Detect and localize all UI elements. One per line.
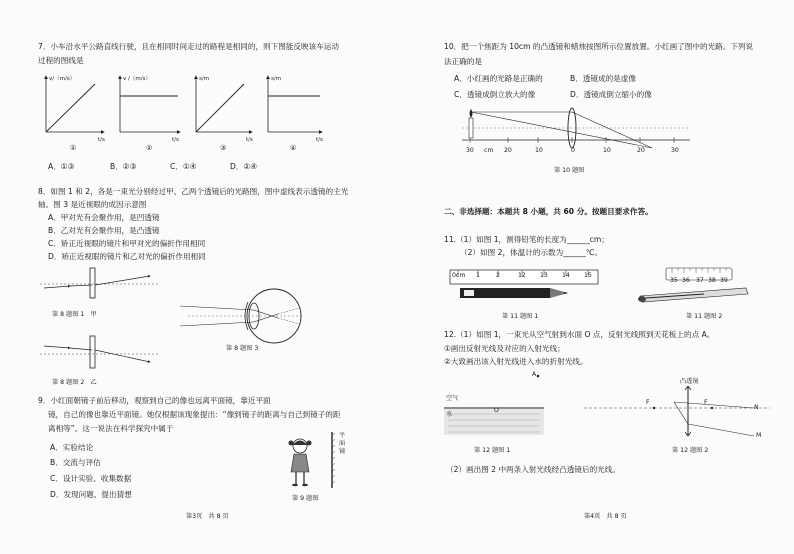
q12-water-label: 水: [446, 411, 453, 418]
q12-lens-label: 凸透镜: [680, 378, 699, 385]
q7-graph-3-num: ③: [220, 144, 227, 152]
q10-stem-line1: 10．把一个焦距为 10cm 的凸透镜和蜡烛按图所示位置放置。小红画了图中的光路。下列说: [444, 42, 754, 51]
q8-option-c[interactable]: C．矫正近视眼的镜片和甲对光的偏折作用相同: [48, 239, 206, 248]
q10-figure-caption: 第 10 题图: [554, 167, 585, 174]
q7-graph-2-ylabel: v /（m/s）: [123, 76, 151, 82]
q7-graph-1-num: ①: [70, 144, 77, 152]
q10-ruler-30r: 30: [671, 147, 679, 154]
q11-ruler-13: 13: [540, 272, 548, 279]
q11-line1: 11.（1）如图 1，测得铅笔的长度为______cm；: [444, 235, 609, 244]
q7-graph-3-xlabel: t/s: [246, 137, 253, 143]
q10-figure: [462, 104, 692, 164]
q12-figure-2-caption: 第 12 题图 2: [672, 447, 709, 454]
q7-graph-2-num: ②: [146, 144, 153, 152]
q7-graph-1-xlabel: t/s: [98, 137, 105, 143]
q7-graph-3: [196, 76, 253, 152]
q8-figure-2: [40, 330, 160, 376]
q11-ruler-14: 14: [562, 272, 570, 279]
q10-option-d[interactable]: D．透镜成倒立缩小的像: [570, 90, 652, 99]
q11-therm-35: 35: [670, 277, 678, 284]
q12-point-a: A: [532, 371, 537, 378]
left-page-footer: 第3页 共 8 页: [186, 513, 229, 520]
q11-ruler-0cm: 0cm: [452, 272, 466, 279]
q11-therm-39: 39: [720, 277, 728, 284]
q12-figure-2: [584, 384, 774, 444]
q12-focus-left: F: [646, 399, 650, 406]
q8-figure-2-caption: 第 8 题图 2 乙: [52, 379, 97, 386]
q7-graph-4-num: ④: [290, 144, 297, 152]
q9-stem-line2: 镜，自己的像也靠近平面镜。她仅根据该现象提出：“像到镜子的距离与自己到镜子的距: [48, 410, 341, 419]
q11-therm-38: 38: [708, 277, 716, 284]
q8-figure-3-caption: 第 8 题图 3: [226, 345, 259, 352]
q11-line2: （2）如图 2，体温计的示数为______℃。: [460, 248, 603, 257]
q7-graph-1-ylabel: v/（m/s）: [49, 76, 76, 82]
q11-therm-36: 36: [682, 277, 690, 284]
q12-point-m: M: [756, 432, 762, 439]
q12-point-o: O: [494, 407, 499, 414]
q7-graph-3-ylabel: s/m: [199, 76, 210, 82]
q7-option-b[interactable]: B．②③: [110, 162, 137, 171]
q7-option-a[interactable]: A．①③: [48, 162, 75, 171]
q8-option-b[interactable]: B．乙对光有会聚作用，是凸透镜: [48, 226, 160, 235]
right-page-footer: 第4页 共 8 页: [584, 513, 627, 520]
q9-option-a[interactable]: A．实验结论: [50, 443, 94, 452]
q9-option-d[interactable]: D．发现问题、提出猜想: [50, 490, 132, 499]
q12-focus-right: F: [704, 399, 708, 406]
q10-ruler-0: 0: [571, 147, 575, 154]
q7-stem-line1: 7．小车沿水平公路直线行驶，且在相同时间走过的路程是相同的，则下图能反映该车运动: [38, 42, 339, 51]
q9-figure-caption: 第 9 题图: [292, 495, 319, 502]
q8-stem-line1: 8．如图 1 和 2，各是一束光分别经过甲、乙两个透镜后的光路图，图中虚线表示透镜的主光: [38, 187, 349, 196]
q12-part2: （2）画出图 2 中两条入射光线经凸透镜后的光线。: [446, 465, 620, 474]
candle-icon: [469, 109, 473, 138]
q11-therm-37: 37: [696, 277, 704, 284]
q11-figure-1-caption: 第 11 题图 1: [502, 313, 539, 320]
q12-line1: 12.（1）如图 1，一束光从空气射到水面 O 点，反射光线照到天花板上的点 A。: [444, 330, 715, 339]
q10-ruler-20l: 20: [504, 147, 512, 154]
q10-stem-line2: 法正确的是: [444, 57, 482, 66]
q9-option-b[interactable]: B．交流与评估: [50, 458, 101, 467]
q8-figure-3-eye: [178, 286, 308, 346]
q10-ruler-10r: 10: [603, 147, 611, 154]
q9-mirror-label: 平面镜: [339, 432, 346, 455]
pencil-icon: [460, 288, 568, 298]
q8-option-a[interactable]: A．甲对光有会聚作用，是凹透镜: [48, 213, 160, 222]
q7-graph-4: [268, 76, 323, 152]
q7-graph-2: [120, 75, 180, 152]
q7-stem-line2: 过程的图线是: [38, 56, 84, 65]
q10-ruler-10l: 10: [535, 147, 543, 154]
q8-figure-1-caption: 第 8 题图 1 甲: [52, 311, 97, 318]
q11-ruler-2: 2: [496, 272, 500, 279]
q10-option-a[interactable]: A．小红画的光路是正确的: [454, 74, 543, 83]
q11-figure-2-caption: 第 11 题图 2: [686, 313, 723, 320]
q10-ruler-cm: cm: [484, 147, 494, 154]
girl-icon: [289, 439, 312, 486]
q12-line3: ②大致画出该入射光线进入水的折射光线。: [444, 357, 588, 366]
q12-point-n: N: [754, 404, 759, 411]
q12-air-label: 空气: [446, 395, 459, 402]
q7-graphs: [40, 72, 323, 154]
q12-line2: ①画出反射光线及对应的入射光线；: [444, 344, 565, 353]
q10-option-b[interactable]: B．透镜成的是虚像: [570, 74, 636, 83]
q9-stem-line3: 离相等”。这一说法在科学探究中属于: [48, 424, 174, 433]
q11-ruler-1: 1: [476, 272, 480, 279]
q7-graph-4-xlabel: t/s: [316, 137, 323, 143]
q12-figure-1: [444, 368, 554, 440]
q10-option-c[interactable]: C．透镜成倒立放大的像: [454, 90, 536, 99]
q7-option-c[interactable]: C．①④: [170, 162, 197, 171]
q12-figure-1-caption: 第 12 题图 1: [474, 447, 511, 454]
q9-stem-line1: 9．小红面朝镜子前后移动，观察到自己的像也远离平面镜，靠近平面: [38, 396, 271, 405]
q10-ruler-30l: 30: [466, 147, 474, 154]
q11-ruler-12: 12: [518, 272, 526, 279]
q9-option-c[interactable]: C．设计实验、收集数据: [50, 474, 132, 483]
section-2-heading: 二、非选择题：本题共 8 小题，共 60 分。按题目要求作答。: [444, 207, 653, 216]
q8-option-d[interactable]: D．矫正近视眼的镜片和乙对光的偏折作用相同: [48, 252, 206, 261]
q11-figure-2-thermometer: [636, 266, 756, 306]
q7-graph-2-xlabel: t/s: [172, 137, 179, 143]
q8-stem-line2: 轴。图 3 是近视眼的成因示意图: [38, 200, 147, 209]
q11-ruler-15: 15: [584, 272, 592, 279]
q7-graph-4-ylabel: s/m: [271, 76, 282, 82]
q8-figure-1: [40, 266, 160, 308]
q10-ruler-20r: 20: [637, 147, 645, 154]
q7-option-d[interactable]: D．②④: [230, 162, 258, 171]
q7-graph-1: [46, 75, 105, 152]
